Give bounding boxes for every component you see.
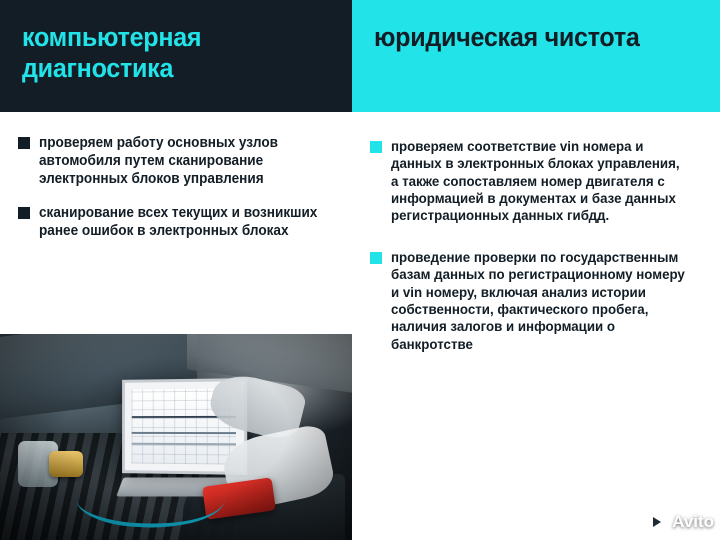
list-item-text: проверяем соответствие vin номера и данных в электронных блоках управления, а также сопоставляем номер двигателя с информацией в документах и базе данных регистрационных данных гибдд. — [391, 138, 680, 224]
list-item — [18, 134, 332, 188]
bullet-square-icon — [18, 137, 30, 149]
left-header-banner — [0, 0, 352, 112]
right-bullet-list — [352, 112, 720, 540]
left-column — [0, 0, 352, 540]
bullet-square-icon — [370, 141, 382, 153]
bullet-square-icon — [370, 252, 382, 264]
left-section-title: компьютерная диагностика — [22, 22, 202, 84]
photo-vignette — [0, 334, 352, 540]
photo-scene — [0, 334, 352, 540]
bullet-square-icon — [18, 207, 30, 219]
right-section-title: юридическая чистота — [374, 22, 640, 52]
right-column — [352, 0, 720, 540]
list-item-text: проверяем работу основных узлов автомобиля путем сканирование электронных блоков управления — [39, 135, 278, 187]
avito-watermark — [648, 512, 714, 532]
list-item — [18, 204, 332, 240]
right-header-banner — [352, 0, 720, 112]
avito-logo-icon — [648, 513, 667, 532]
left-bullet-list — [0, 112, 352, 334]
diagnostics-photo — [0, 334, 352, 540]
list-item-text: сканирование всех текущих и возникших ранее ошибок в электронных блоках — [39, 205, 318, 239]
list-item — [370, 249, 702, 353]
list-item — [370, 138, 702, 225]
watermark-text: Avito — [672, 512, 714, 531]
list-item-text: проведение проверки по государственным базам данных по регистрационному номеру и vin номеру, включая анализ истории собственности, фактического пробега, наличия залогов и информации о банкротстве — [391, 248, 685, 352]
